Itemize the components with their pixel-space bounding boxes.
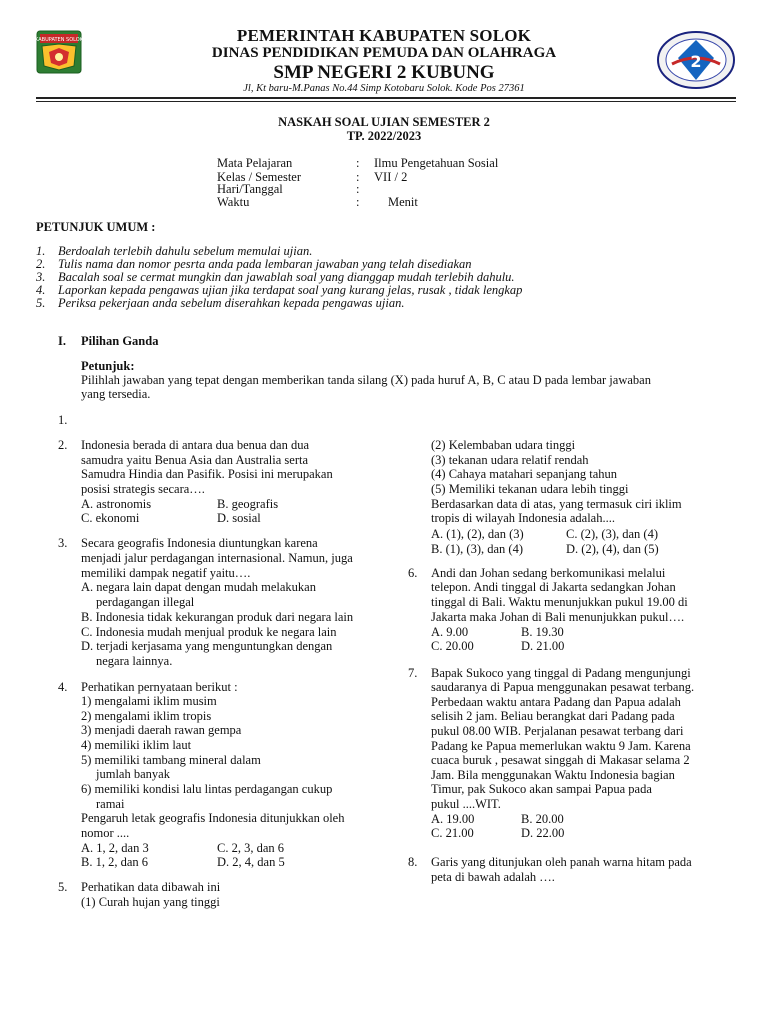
question-text: Perhatikan pernyataan berikut : — [81, 680, 238, 694]
answer-option: D. (2), (4), dan (5) — [566, 542, 659, 556]
question-text: Bapak Sukoco yang tinggal di Padang mengunjungi — [431, 666, 691, 680]
school-address: Jl, Kt baru-M.Panas No.44 Simp Kotobaru Solok. Kode Pos 27361 — [243, 83, 525, 94]
answer-option: C. ekonomi — [81, 511, 140, 525]
answer-option: D. terjadi kerjasama yang menguntungkan dengan — [81, 639, 333, 653]
question-text: posisi strategis secara…. — [81, 482, 205, 496]
petunjuk-label: Petunjuk: — [81, 359, 135, 373]
right-logo-number: 2 — [690, 52, 702, 71]
question-text: 2) mengalami iklim tropis — [81, 709, 212, 723]
answer-option: A. astronomis — [81, 497, 152, 511]
left-logo-text: KABUPATEN SOLOK — [36, 37, 82, 43]
department-name: DINAS PENDIDIKAN PEMUDA DAN OLAHRAGA — [211, 45, 557, 61]
section-title: Pilihan Ganda — [81, 334, 159, 348]
answer-option: C. 20.00 — [431, 639, 474, 653]
question-text: menjadi jalur perdagangan internasional. Namun, juga — [81, 551, 353, 565]
question-text: Pengaruh letak geografis Indonesia ditunjukkan oleh — [81, 811, 345, 825]
question-text: Berdasarkan data di atas, yang termasuk ciri iklim — [431, 497, 682, 511]
question-text: cuaca buruk , pesawat singgah di Makasar selama 2 — [431, 753, 690, 767]
answer-option: A. 19.00 — [431, 812, 475, 826]
question-text: 5) memiliki tambang mineral dalam — [81, 753, 261, 767]
info-value: VII / 2 — [374, 170, 408, 184]
instruction-number: 4. — [36, 283, 46, 297]
question-text: (4) Cahaya matahari sepanjang tahun — [431, 467, 618, 481]
question-text: Padang ke Papua memerlukan waktu 9 Jam. Karena — [431, 739, 691, 753]
question-number: 1. — [58, 413, 68, 427]
letterhead-rule-thin — [36, 101, 736, 102]
info-value: Ilmu Pengetahuan Sosial — [374, 156, 499, 170]
instruction-text: Periksa pekerjaan anda sebelum diserahkan kepada pengawas ujian. — [58, 296, 405, 310]
instruction-text: Tulis nama dan nomor pesrta anda pada lembaran jawaban yang telah disediakan — [58, 257, 472, 271]
question-number: 6. — [408, 566, 418, 580]
answer-option: B. 19.30 — [521, 625, 564, 639]
question-number: 7. — [408, 666, 418, 680]
question-text: 3) menjadi daerah rawan gempa — [81, 723, 242, 737]
instruction-text: Laporkan kepada pengawas ujian jika terdapat soal yang kurang jelas, rusak , tidak lengkap — [58, 283, 523, 297]
answer-option: D. 21.00 — [521, 639, 565, 653]
question-text: Andi dan Johan sedang berkomunikasi melalui — [431, 566, 666, 580]
answer-option: A. (1), (2), dan (3) — [431, 527, 524, 541]
instructions-heading: PETUNJUK UMUM : — [36, 220, 156, 234]
question-text: tropis di wilayah Indonesia adalah.... — [431, 511, 615, 525]
section-number: I. — [58, 334, 66, 348]
info-sep: : — [356, 195, 360, 209]
instruction-text: Berdoalah terlebih dahulu sebelum memulai ujian. — [58, 244, 313, 258]
info-label: Kelas / Semester — [217, 170, 302, 184]
question-text: Secara geografis Indonesia diuntungkan karena — [81, 536, 318, 550]
question-text: pukul ....WIT. — [431, 797, 501, 811]
question-text: selisih 2 jam. Beliau berangkat dari Padang pada — [431, 709, 675, 723]
question-text: (2) Kelembaban udara tinggi — [431, 438, 576, 452]
info-sep: : — [356, 156, 360, 170]
question-number: 5. — [58, 880, 68, 894]
question-text: saudaranya di Papua menggunakan pesawat terbang. — [431, 680, 695, 694]
answer-option: B. Indonesia tidak kekurangan produk dari negara lain — [81, 610, 354, 624]
question-text: telepon. Andi tinggal di Jakarta sedangkan Johan — [431, 580, 676, 594]
answer-option: B. 1, 2, dan 6 — [81, 855, 149, 869]
school-name: SMP NEGERI 2 KUBUNG — [273, 62, 495, 83]
question-text: Jakarta maka Johan di Bali menunjukkan pukul…. — [431, 610, 685, 624]
question-text: (3) tekanan udara relatif rendah — [431, 453, 589, 467]
answer-option: A. 9.00 — [431, 625, 469, 639]
question-text: nomor .... — [81, 826, 130, 840]
info-label: Waktu — [217, 195, 250, 209]
answer-option: A. 1, 2, dan 3 — [81, 841, 149, 855]
answer-option: A. negara lain dapat dengan mudah melakukan — [81, 580, 316, 594]
question-text: 6) memiliki kondisi lalu lintas perdagangan cukup — [81, 782, 333, 796]
answer-option: C. 21.00 — [431, 826, 474, 840]
question-text: Indonesia berada di antara dua benua dan dua — [81, 438, 310, 452]
question-text: 1) mengalami iklim musim — [81, 694, 217, 708]
answer-option: D. 22.00 — [521, 826, 565, 840]
answer-option: perdagangan illegal — [96, 595, 195, 609]
question-text: (5) Memiliki tekanan udara lebih tinggi — [431, 482, 629, 496]
instruction-number: 2. — [36, 257, 46, 271]
question-number: 3. — [58, 536, 68, 550]
question-text: Samudra Hindia dan Pasifik. Posisi ini merupakan — [81, 467, 333, 481]
answer-option: B. geografis — [217, 497, 279, 511]
instruction-number: 3. — [36, 270, 46, 284]
instruction-number: 5. — [36, 296, 46, 310]
question-text: peta di bawah adalah …. — [431, 870, 555, 884]
question-text: Perbedaan waktu antara Padang dan Papua adalah — [431, 695, 681, 709]
letterhead-rule-thick — [36, 97, 736, 99]
answer-option: C. 2, 3, dan 6 — [217, 841, 285, 855]
question-number: 8. — [408, 855, 418, 869]
government-name: PEMERINTAH KABUPATEN SOLOK — [236, 26, 532, 45]
answer-option: B. (1), (3), dan (4) — [431, 542, 523, 556]
info-label: Mata Pelajaran — [217, 156, 293, 170]
answer-option: D. sosial — [217, 511, 261, 525]
question-text: ramai — [96, 797, 125, 811]
info-sep: : — [356, 182, 360, 196]
question-text: Perhatikan data dibawah ini — [81, 880, 221, 894]
answer-option: C. (2), (3), dan (4) — [566, 527, 658, 541]
exam-title: NASKAH SOAL UJIAN SEMESTER 2 — [278, 115, 490, 129]
question-text: Garis yang ditunjukan oleh panah warna hitam pada — [431, 855, 692, 869]
info-value: Menit — [388, 195, 418, 209]
question-text: memiliki dampak negatif yaitu…. — [81, 566, 251, 580]
question-text: jumlah banyak — [96, 767, 170, 781]
answer-option: C. Indonesia mudah menjual produk ke negara lain — [81, 625, 337, 639]
answer-option: negara lainnya. — [96, 654, 173, 668]
question-text: samudra yaitu Benua Asia dan Australia serta — [81, 453, 309, 467]
instruction-text: Bacalah soal se cermat mungkin dan jawablah soal yang dianggap mudah terlebih dahulu. — [58, 270, 515, 284]
question-text: Jam. Bila menggunakan Waktu Indonesia bagian — [431, 768, 675, 782]
answer-option: D. 2, 4, dan 5 — [217, 855, 285, 869]
answer-option: B. 20.00 — [521, 812, 564, 826]
question-text: Timur, pak Sukoco akan sampai Papua pada — [431, 782, 652, 796]
question-text: tinggal di Bali. Waktu menunjukkan pukul 19.00 di — [431, 595, 688, 609]
exam-year: TP. 2022/2023 — [346, 129, 422, 143]
question-text: 4) memiliki iklim laut — [81, 738, 192, 752]
instruction-number: 1. — [36, 244, 46, 258]
petunjuk-text: yang tersedia. — [81, 387, 151, 401]
question-number: 2. — [58, 438, 68, 452]
info-label: Hari/Tanggal — [217, 182, 283, 196]
info-sep: : — [356, 170, 360, 184]
question-number: 4. — [58, 680, 68, 694]
question-text: pukul 08.00 WIB. Perjalanan pesawat terbang dari — [431, 724, 684, 738]
petunjuk-text: Pilihlah jawaban yang tepat dengan memberikan tanda silang (X) pada huruf A, B, C atau D pada lembar jawaban — [81, 373, 651, 387]
question-text: (1) Curah hujan yang tinggi — [81, 895, 220, 909]
